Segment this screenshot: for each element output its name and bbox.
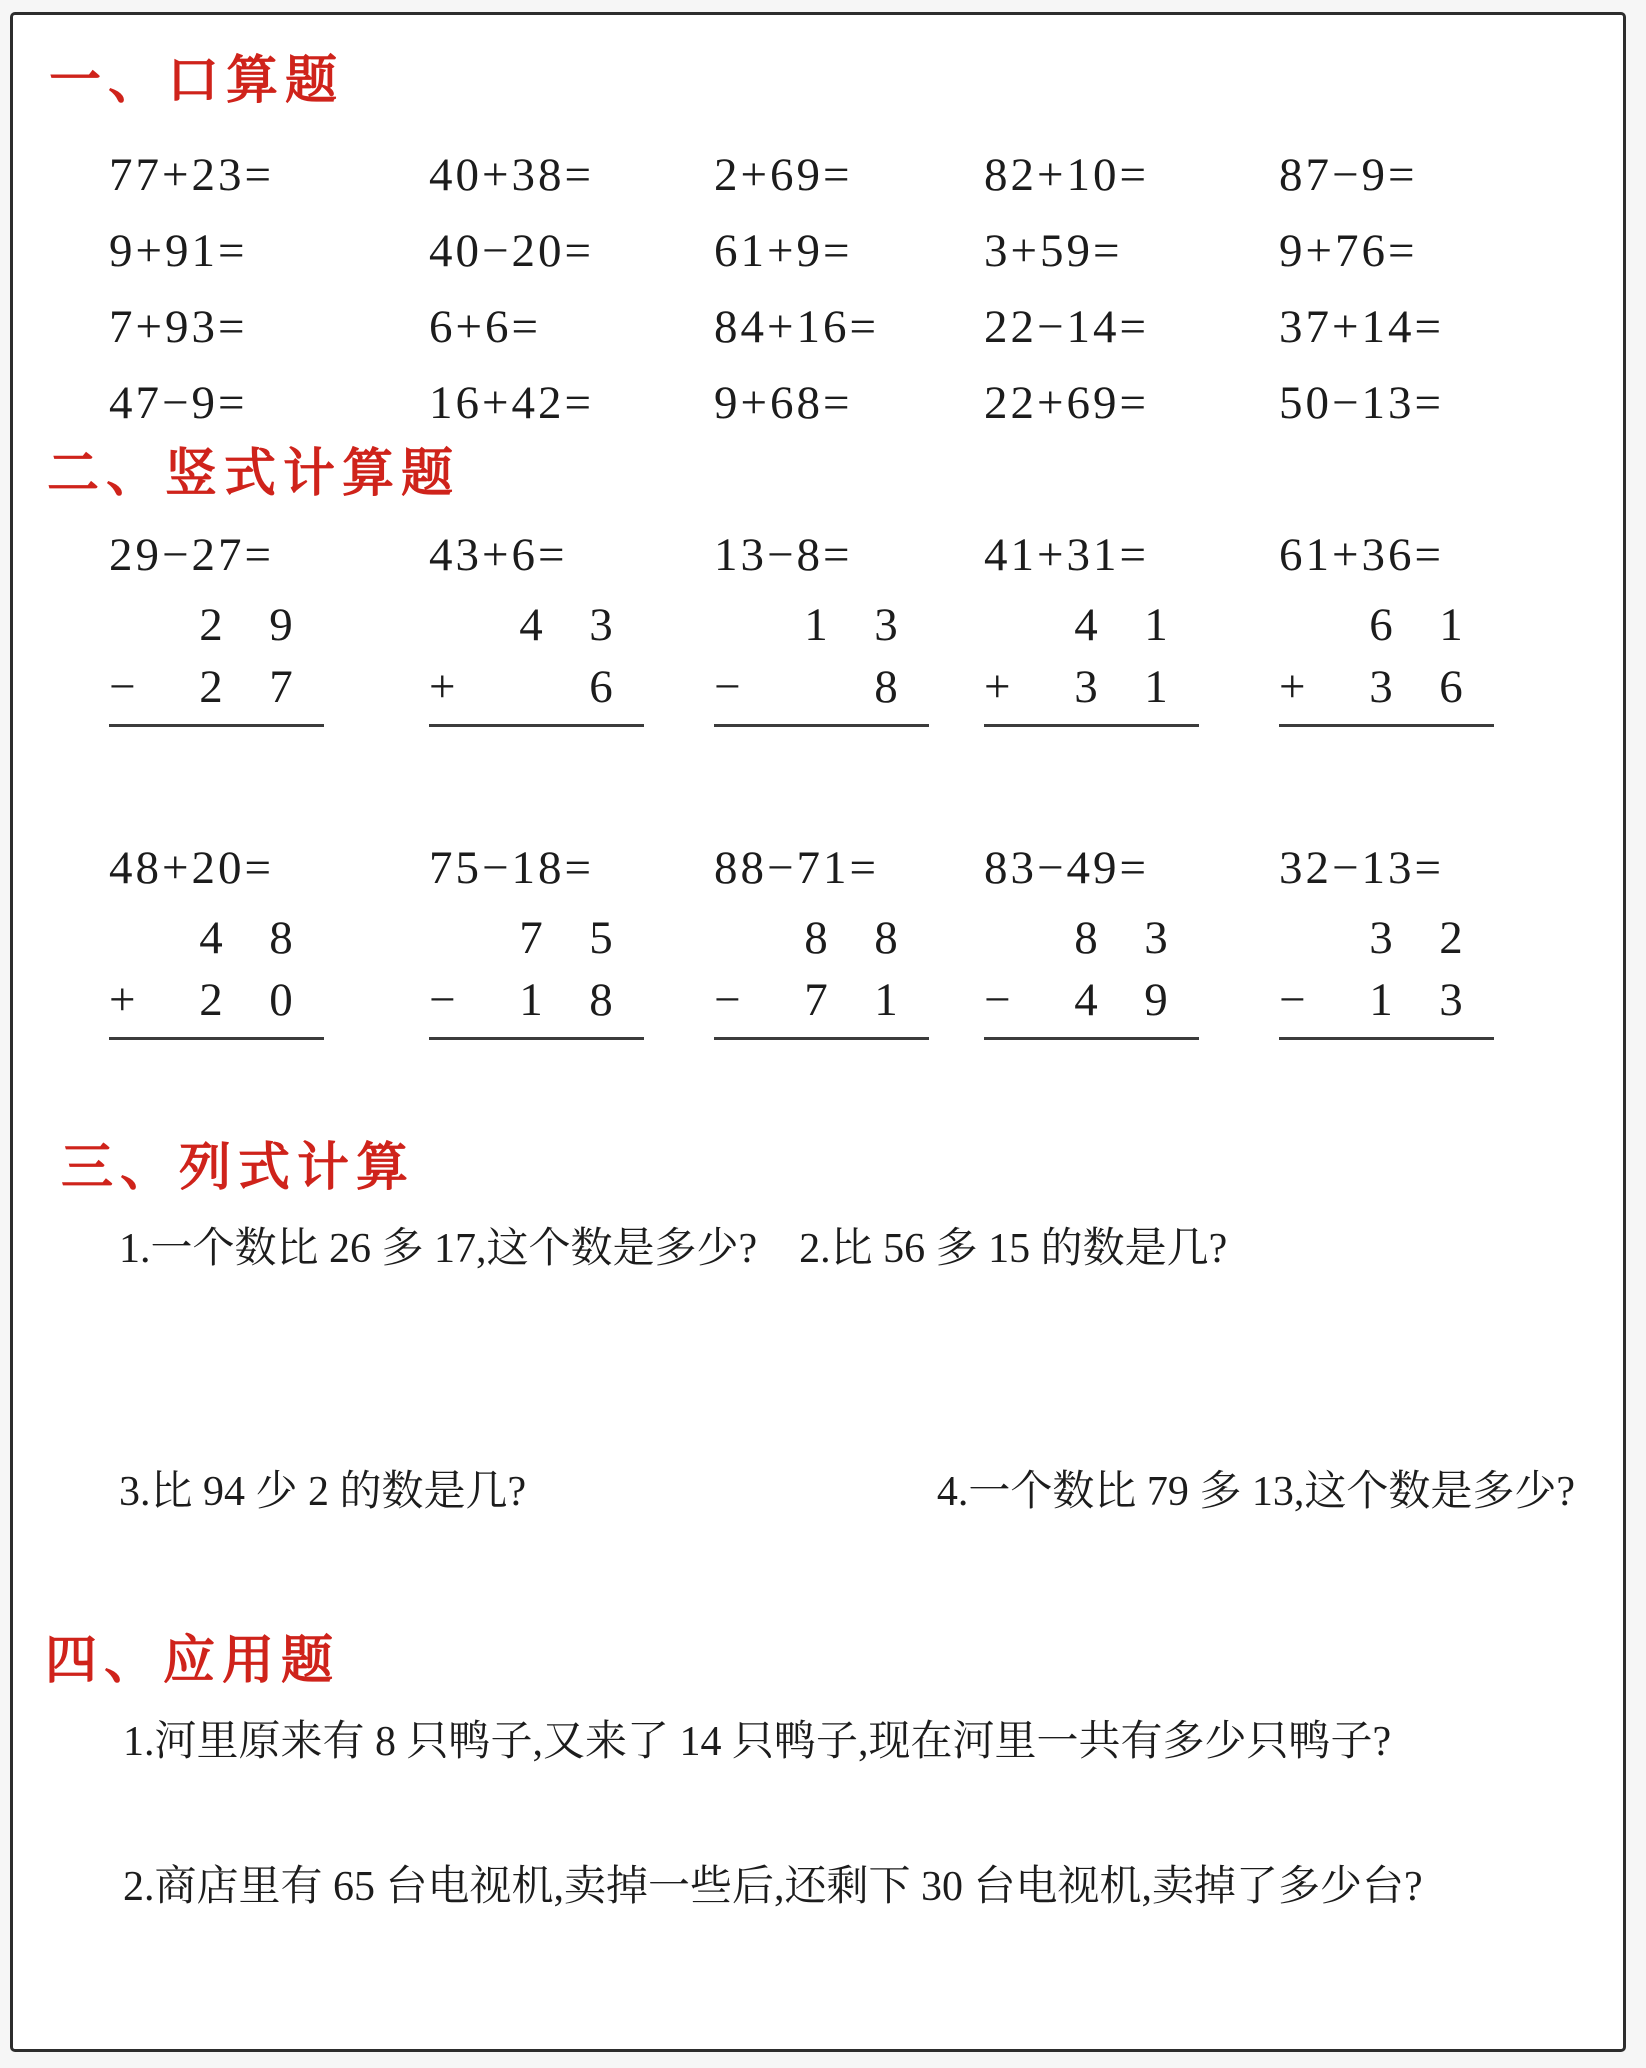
stack-bottom-tens: [496, 660, 566, 714]
stack-top-tens: 6: [1369, 598, 1393, 651]
stack-operator: +: [109, 973, 136, 1026]
vertical-equation: 88−71=: [714, 841, 880, 894]
stack-bottom-units: 3: [1439, 973, 1463, 1026]
stack-top-tens: 2: [199, 598, 223, 651]
vertical-stacks-row-1: [109, 598, 1595, 727]
stack-top-units: 8: [874, 911, 898, 964]
stack-operator: −: [984, 973, 1011, 1026]
vertical-equation: 41+31=: [984, 528, 1150, 581]
stack-operator: −: [714, 973, 741, 1026]
oral-problem: 9+76=: [1279, 225, 1418, 278]
oral-problem: 16+42=: [429, 377, 595, 430]
stack-top-units: 1: [1439, 598, 1463, 651]
stack-bottom-tens: 7: [804, 973, 828, 1026]
stack-answer-line: [109, 1037, 324, 1040]
listed-problem-1: 1.一个数比 26 多 17,这个数是多少?: [119, 1226, 758, 1273]
vertical-equation: 48+20=: [109, 841, 275, 894]
vertical-stack: [109, 911, 324, 1040]
listed-problems-line-2: [119, 1466, 1575, 1519]
stack-bottom-tens: 2: [199, 660, 223, 713]
vertical-equations-row-1: [109, 528, 1595, 582]
stack-answer-line: [109, 724, 324, 727]
vertical-stack: [714, 911, 929, 1040]
stack-operator: +: [1279, 660, 1306, 713]
stack-answer-line: [984, 1037, 1199, 1040]
oral-problem: 22+69=: [984, 377, 1150, 430]
vertical-equation: 29−27=: [109, 528, 275, 581]
oral-problem: 6+6=: [429, 301, 542, 354]
stack-bottom-units: 7: [269, 660, 293, 713]
stack-operator: +: [429, 660, 456, 713]
stack-operator: −: [1279, 973, 1306, 1026]
stack-bottom-units: 8: [589, 973, 613, 1026]
stack-operator: +: [984, 660, 1011, 713]
stack-top-units: 1: [1144, 598, 1168, 651]
answer-space: [41, 727, 1595, 817]
oral-problem: 40−20=: [429, 225, 595, 278]
stack-answer-line: [714, 724, 929, 727]
word-problem-1: 1.河里原来有 8 只鸭子,又来了 14 只鸭子,现在河里一共有多少只鸭子?: [123, 1719, 1392, 1766]
section-word-title: 四、应用题: [45, 1633, 341, 1691]
stack-answer-line: [429, 1037, 644, 1040]
vertical-stack: [429, 598, 644, 727]
stack-operator: −: [714, 660, 741, 713]
oral-problem: 7+93=: [109, 301, 248, 354]
vertical-equation: 75−18=: [429, 841, 595, 894]
stack-bottom-tens: 1: [519, 973, 543, 1026]
vertical-stack: [984, 598, 1199, 727]
oral-problems-grid: [109, 148, 1595, 430]
oral-problem: 40+38=: [429, 149, 595, 202]
stack-top-tens: 8: [804, 911, 828, 964]
stack-bottom-tens: 3: [1074, 660, 1098, 713]
vertical-equation: 83−49=: [984, 841, 1150, 894]
stack-top-tens: 4: [199, 911, 223, 964]
stack-answer-line: [1279, 1037, 1494, 1040]
stack-top-tens: 4: [1074, 598, 1098, 651]
stack-top-tens: 7: [519, 911, 543, 964]
oral-problem: 82+10=: [984, 149, 1150, 202]
oral-problem: 22−14=: [984, 301, 1150, 354]
vertical-stack: [1279, 911, 1494, 1040]
listed-problem-2: 2.比 56 多 15 的数是几?: [799, 1226, 1228, 1273]
section-listed-title: 三、列式计算: [61, 1139, 416, 1197]
stack-bottom-tens: 2: [199, 973, 223, 1026]
oral-problem: 3+59=: [984, 225, 1123, 278]
stack-bottom-units: 6: [1439, 660, 1463, 713]
stack-answer-line: [714, 1037, 929, 1040]
listed-problem-4: 4.一个数比 79 多 13,这个数是多少?: [936, 1468, 1575, 1515]
stack-top-units: 3: [874, 598, 898, 651]
stack-bottom-units: 8: [874, 660, 898, 713]
stack-top-units: 3: [1144, 911, 1168, 964]
oral-problem: 37+14=: [1279, 301, 1445, 354]
stack-top-tens: 8: [1074, 911, 1098, 964]
vertical-stacks-row-2: [109, 911, 1595, 1040]
stack-top-tens: 4: [519, 598, 543, 651]
vertical-stack: [1279, 598, 1494, 727]
oral-problem: 61+9=: [714, 225, 853, 278]
stack-bottom-tens: 1: [1369, 973, 1393, 1026]
stack-answer-line: [1279, 724, 1494, 727]
stack-bottom-tens: 3: [1369, 660, 1393, 713]
oral-problem: 84+16=: [714, 301, 880, 354]
stack-top-tens: 3: [1369, 911, 1393, 964]
oral-problem: 9+68=: [714, 377, 853, 430]
stack-bottom-units: 6: [589, 660, 613, 713]
stack-top-units: 9: [269, 598, 293, 651]
stack-top-tens: 1: [804, 598, 828, 651]
stack-bottom-units: 1: [874, 973, 898, 1026]
section-oral-title: 一、口算题: [49, 53, 345, 110]
vertical-stack: [714, 598, 929, 727]
vertical-equations-row-2: [109, 841, 1595, 895]
stack-operator: −: [429, 973, 456, 1026]
oral-problem: 2+69=: [714, 149, 853, 202]
stack-bottom-units: 1: [1144, 660, 1168, 713]
oral-problem: 47−9=: [109, 377, 248, 430]
worksheet-page: [10, 12, 1626, 2052]
listed-problems-line-1: [119, 1223, 1595, 1276]
listed-problem-3: 3.比 94 少 2 的数是几?: [119, 1468, 527, 1515]
oral-problem: 87−9=: [1279, 149, 1418, 202]
oral-problem: 50−13=: [1279, 377, 1445, 430]
vertical-stack: [109, 598, 324, 727]
section-vertical-title: 二、竖式计算题: [47, 446, 461, 504]
word-problem-2: 2.商店里有 65 台电视机,卖掉一些后,还剩下 30 台电视机,卖掉了多少台?: [123, 1863, 1423, 1910]
oral-problem: 9+91=: [109, 225, 248, 278]
stack-bottom-tens: [781, 660, 851, 714]
stack-operator: −: [109, 660, 136, 713]
oral-problem: 77+23=: [109, 149, 275, 202]
stack-top-units: 2: [1439, 911, 1463, 964]
stack-bottom-units: 9: [1144, 973, 1168, 1026]
stack-bottom-units: 0: [269, 973, 293, 1026]
vertical-equation: 32−13=: [1279, 841, 1445, 894]
stack-top-units: 8: [269, 911, 293, 964]
vertical-stack: [429, 911, 644, 1040]
vertical-equation: 43+6=: [429, 528, 568, 581]
stack-bottom-tens: 4: [1074, 973, 1098, 1026]
stack-answer-line: [984, 724, 1199, 727]
vertical-equation: 13−8=: [714, 528, 853, 581]
page-content: [13, 15, 1623, 1913]
stack-answer-line: [429, 724, 644, 727]
stack-top-units: 3: [589, 598, 613, 651]
vertical-stack: [984, 911, 1199, 1040]
stack-top-units: 5: [589, 911, 613, 964]
vertical-equation: 61+36=: [1279, 528, 1445, 581]
